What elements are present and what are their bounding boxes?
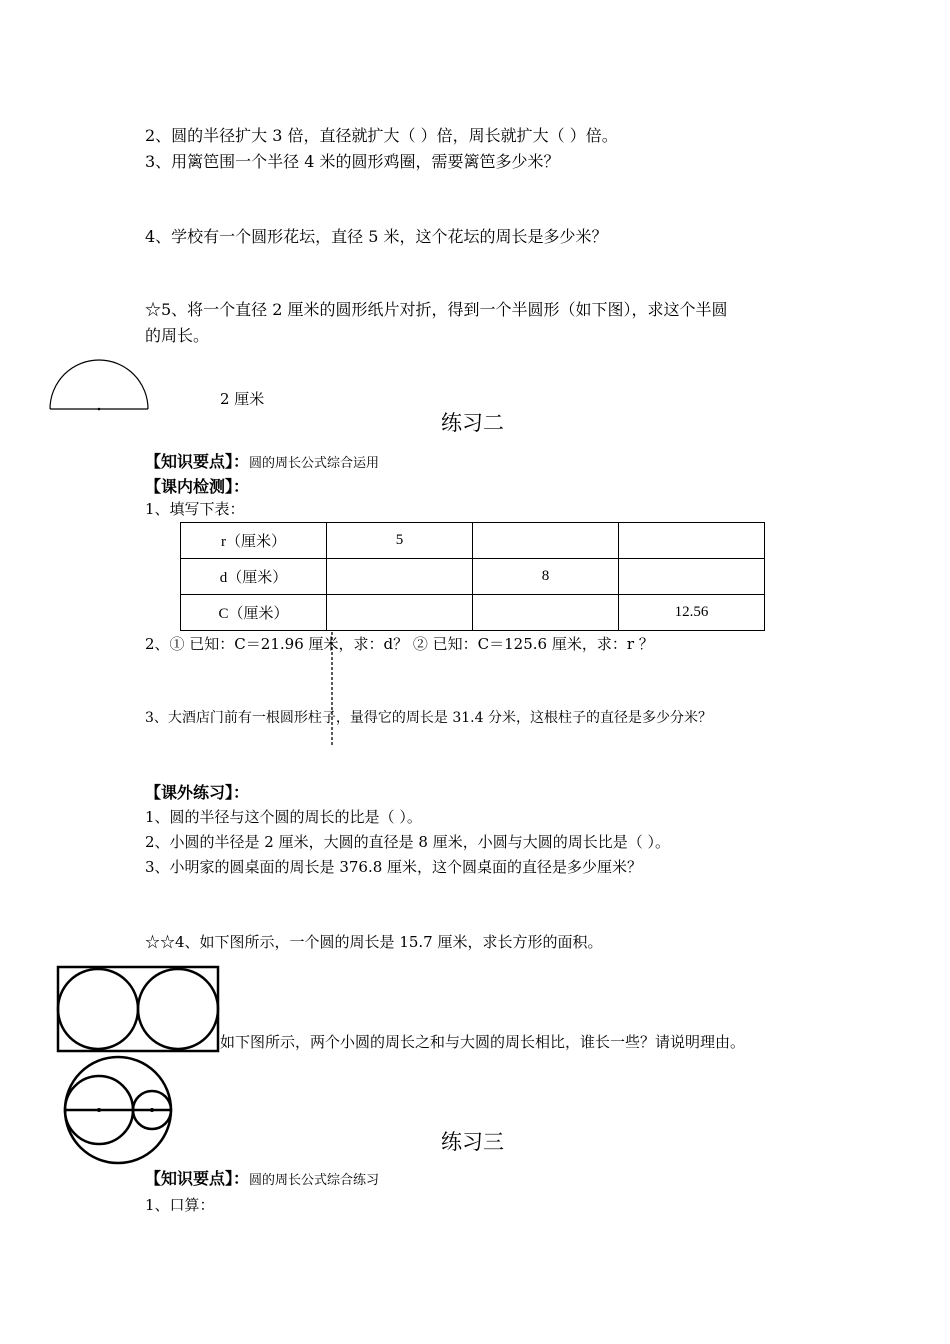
- ex2-question-2: 2、① 已知：C＝21.96 厘米，求：d？ ② 已知：C＝125.6 厘米，求：r ？: [145, 635, 654, 653]
- question-4: 4、学校有一个圆形花坛，直径 5 米，这个花坛的周长是多少米？: [145, 227, 608, 246]
- exercise-3-title: 练习三: [441, 1130, 504, 1154]
- table-cell: d（厘米）: [181, 559, 327, 595]
- ex2-question-3: 3、大酒店门前有一根圆形柱子，量得它的周长是 31.4 分米，这根柱子的直径是多少分米？: [145, 710, 712, 726]
- question-2: 2、圆的半径扩大 3 倍，直径就扩大（ ）倍，周长就扩大（ ）倍。: [145, 126, 618, 145]
- table-cell: [473, 595, 619, 631]
- exercise-2-title: 练习二: [441, 411, 504, 435]
- semicircle-figure: [45, 358, 155, 418]
- outside-question-3: 3、小明家的圆桌面的周长是 376.8 厘米，这个圆桌面的直径是多少厘米？: [145, 858, 643, 876]
- dashed-divider: [330, 632, 334, 747]
- table-cell: C（厘米）: [181, 595, 327, 631]
- table-cell: [473, 523, 619, 559]
- table-cell: [327, 595, 473, 631]
- question-5-line2: 的周长。: [145, 326, 210, 345]
- table-cell: [619, 523, 765, 559]
- ex3-question-1: 1、口算：: [145, 1196, 215, 1214]
- table-row: [181, 523, 765, 559]
- outside-practice-label: 【课外练习】：: [145, 783, 250, 802]
- table-cell: [327, 559, 473, 595]
- table-cell: 8: [473, 559, 619, 595]
- table-cell: [619, 559, 765, 595]
- semicircle-diameter-label: 2 厘米: [220, 390, 265, 408]
- outside-question-4: ☆☆4、如下图所示，一个圆的周长是 15.7 厘米，求长方形的面积。: [145, 933, 603, 951]
- outside-question-1: 1、圆的半径与这个圆的周长的比是（ ）。: [145, 808, 422, 826]
- key-points-text: 圆的周长公式综合运用: [249, 456, 380, 471]
- table-cell: r（厘米）: [181, 523, 327, 559]
- fill-in-table: [180, 522, 765, 631]
- key-points-text: 圆的周长公式综合练习: [249, 1173, 380, 1188]
- key-points-2: [145, 452, 379, 474]
- key-points-label: 【知识要点】：: [145, 1169, 250, 1188]
- outside-question-2: 2、小圆的半径是 2 厘米，大圆的直径是 8 厘米，小圆与大圆的周长比是（ ）。: [145, 833, 670, 851]
- question-3: 3、用篱笆围一个半径 4 米的圆形鸡圈，需要篱笆多少米？: [145, 152, 560, 171]
- table-row: [181, 559, 765, 595]
- rectangle-two-circles-figure: [56, 965, 222, 1055]
- table-row: [181, 595, 765, 631]
- question-5-line1: ☆5、将一个直径 2 厘米的圆形纸片对折，得到一个半圆形（如下图），求这个半圆: [145, 300, 728, 319]
- key-points-3: [145, 1169, 379, 1191]
- table-cell: 12.56: [619, 595, 765, 631]
- table-cell: 5: [327, 523, 473, 559]
- outside-question-5: 如下图所示，两个小圆的周长之和与大圆的周长相比，谁长一些？请说明理由。: [220, 1033, 746, 1051]
- key-points-label: 【知识要点】：: [145, 452, 250, 471]
- ex2-question-1: 1、填写下表：: [145, 500, 245, 518]
- nested-circles-figure: [62, 1055, 174, 1167]
- class-check-label: 【课内检测】：: [145, 477, 250, 496]
